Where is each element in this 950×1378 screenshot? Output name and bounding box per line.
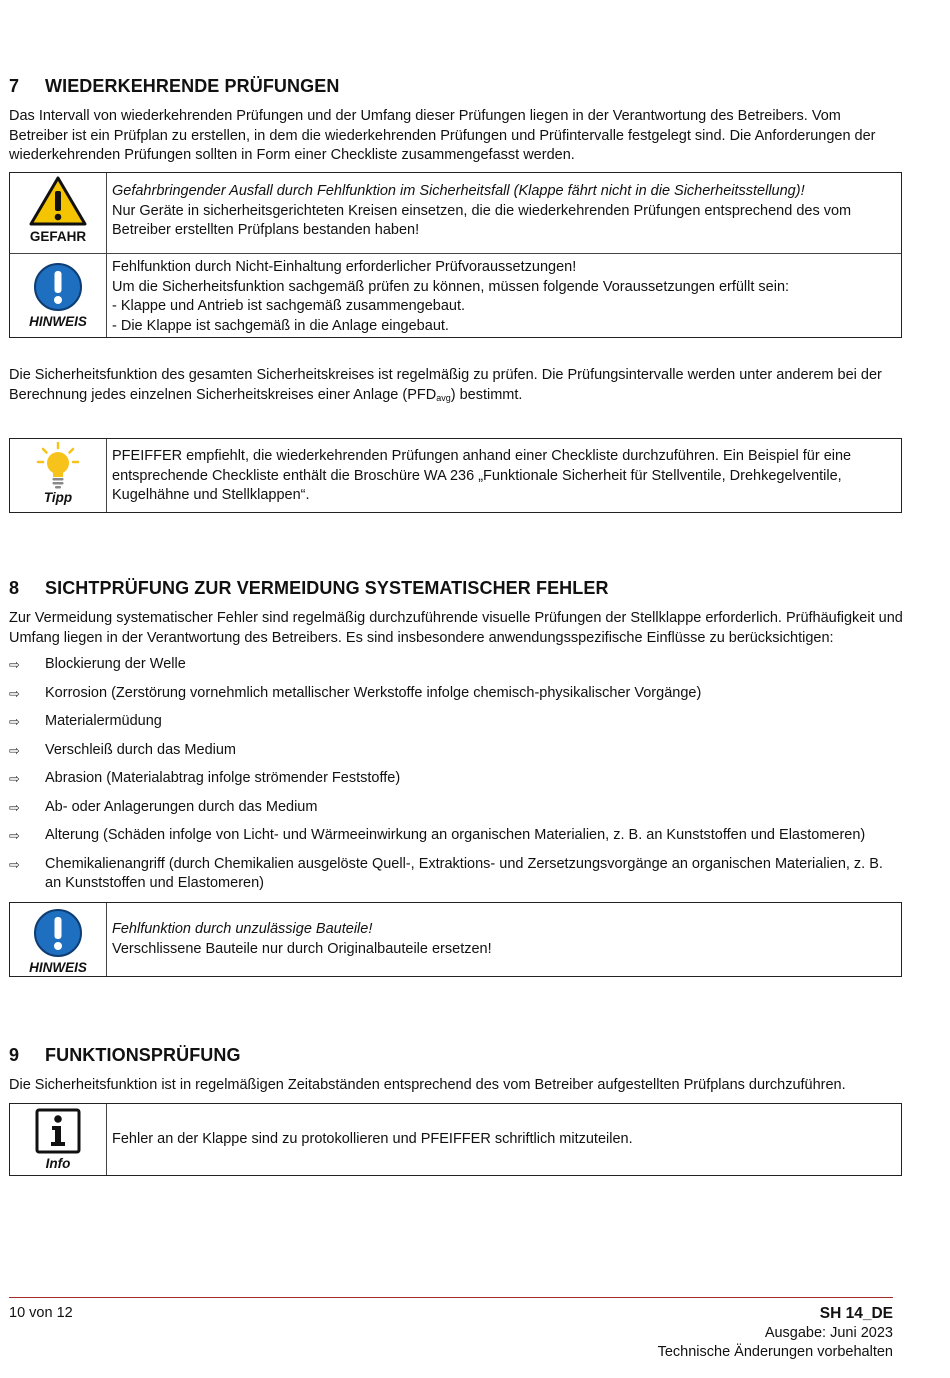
list-item-text: Materialermüdung [45, 713, 162, 729]
tipp-text-cell [107, 439, 901, 512]
section-7-paragraph-2 [9, 366, 903, 405]
list-item-text: Ab- oder Anlagerungen durch das Medium [45, 798, 318, 815]
list-item [9, 655, 903, 684]
section-7-heading [9, 75, 903, 97]
influences-list [9, 655, 903, 894]
safety-notice-box [9, 172, 902, 338]
list-item [9, 712, 903, 741]
section-9-intro: Die Sicherheitsfunktion ist in regelmäßigen Zeitabständen entsprechend des vom Betreiber aufgestellten Prüfplans durchzuführen. [9, 1077, 846, 1093]
technical-note: Technische Änderungen vorbehalten [657, 1344, 893, 1360]
hinweis-line-3: - Klappe und Antrieb ist sachgemäß zusammengebaut. [112, 298, 466, 314]
page-number: 10 von 12 [9, 1305, 73, 1321]
pfd-paragraph [9, 366, 903, 405]
section-number: 9 [9, 1045, 20, 1065]
section-8-intro: Zur Vermeidung systematischer Fehler sind regelmäßig durchzuführende visuelle Prüfungen der Stellklappe erforderlich. Prüfhäufigkeit und Umfang liegen in der Verantwortung des Betreibers. Es sind insbesondere anwendungsspezifische Einflüsse zu berücksichtigen: [9, 610, 903, 646]
gefahr-text: Nur Geräte in sicherheitsgerichteten Kreisen einsetzen, die die wiederkehrenden Prüfungen entsprechend des vom Betreiber erstellten Prüfplans bestanden haben! [112, 202, 852, 238]
section-7 [9, 75, 903, 97]
tipp-label: Tipp [43, 490, 73, 505]
arrow-right-icon: ⇨ [9, 742, 20, 758]
list-item-text: Korrosion (Zerstörung vornehmlich metallischer Werkstoffe infolge chemisch-physikalischer Vorgänge) [45, 684, 702, 701]
lightbulb-icon [36, 442, 80, 490]
hinweis-label-2: HINWEIS [29, 960, 87, 975]
arrow-right-icon: ⇨ [9, 799, 20, 815]
hinweis-text-2: Verschlissene Bauteile nur durch Originalbauteile ersetzen! [112, 940, 492, 957]
section-8-intro-block [9, 609, 903, 648]
section-title: FUNKTIONSPRÜFUNG [45, 1045, 241, 1065]
hinweis-line-4: - Die Klappe ist sachgemäß in die Anlage eingebaut. [112, 317, 449, 334]
influences-list-block [9, 655, 903, 894]
section-7-intro-block [9, 107, 903, 166]
list-item-text: Abrasion (Materialabtrag infolge strömender Feststoffe) [45, 770, 401, 786]
section-9 [9, 1044, 903, 1066]
section-8 [9, 577, 903, 599]
exclamation-circle-icon [33, 262, 83, 312]
list-item [9, 684, 903, 713]
arrow-right-icon: ⇨ [9, 714, 20, 729]
section-9-heading [9, 1044, 903, 1066]
section-7-intro: Das Intervall von wiederkehrenden Prüfungen und der Umfang dieser Prüfungen liegen in der Verantwortung des Betreibers. Vom Betreiber ist ein Prüfplan zu erstellen, in dem die wiederkehrenden Prüfungen und Prüfintervalle festgelegt sind. Die Anforderungen der wiederkehrenden Prüfungen sollten in Form einer Checkliste zusammengefasst werden. [9, 108, 876, 163]
pfd-paragraph-end: ) bestimmt. [450, 386, 523, 403]
list-item [9, 855, 903, 894]
hinweis-line-2: Um die Sicherheitsfunktion sachgemäß prüfen zu können, müssen folgende Voraussetzungen erfüllt sein: [112, 278, 790, 295]
list-item-text: Verschleiß durch das Medium [45, 741, 236, 758]
list-item [9, 741, 903, 770]
info-text: Fehler an der Klappe sind zu protokollieren und PFEIFFER schriftlich mitzuteilen. [112, 1131, 633, 1147]
list-item [9, 826, 903, 855]
list-item-text: Alterung (Schäden infolge von Licht- und Wärmeeinwirkung an organischen Materialien, z. B. an Kunststoffen und Elastomeren) [45, 827, 866, 843]
section-title: SICHTPRÜFUNG ZUR VERMEIDUNG SYSTEMATISCHER FEHLER [45, 578, 609, 598]
section-number: 7 [9, 76, 20, 96]
section-number: 8 [9, 578, 20, 598]
tipp-row [10, 439, 901, 512]
tipp-box [9, 438, 902, 513]
hinweis-label: HINWEIS [29, 314, 87, 329]
gefahr-headline: Gefahrbringender Ausfall durch Fehlfunktion im Sicherheitsfall (Klappe fährt nicht in die Sicherheitsstellung)! [112, 183, 805, 199]
hinweis-headline-2: Fehlfunktion durch unzulässige Bauteile! [112, 921, 373, 937]
hinweis-text-cell-2 [107, 903, 498, 976]
hinweis-text-cell [107, 254, 795, 337]
info-label: Info [45, 1156, 71, 1171]
info-icon [35, 1108, 81, 1154]
footer-info [658, 1304, 893, 1363]
arrow-right-icon: ⇨ [9, 657, 20, 672]
warning-triangle-icon [28, 175, 88, 227]
gefahr-text-cell [107, 173, 901, 253]
exclamation-circle-icon [33, 908, 83, 958]
hinweis-line-1: Fehlfunktion durch Nicht-Einhaltung erforderlicher Prüfvoraussetzungen! [112, 259, 577, 275]
document-id: SH 14_DE [819, 1305, 893, 1322]
hinweis-icon-cell-2 [10, 903, 107, 976]
info-icon-cell [10, 1104, 107, 1175]
arrow-right-icon: ⇨ [9, 685, 20, 701]
list-item-text: Blockierung der Welle [45, 656, 186, 672]
gefahr-row [10, 173, 901, 253]
list-item [9, 769, 903, 798]
info-text-cell [107, 1104, 639, 1175]
hinweis-icon-cell [10, 254, 107, 337]
hinweis-box-2 [9, 902, 902, 977]
arrow-right-icon: ⇨ [9, 856, 20, 872]
tipp-text: PFEIFFER empfiehlt, die wiederkehrenden Prüfungen anhand einer Checkliste durchzuführen. Ein Beispiel für eine entsprechende Checkliste enthält die Broschüre WA 236 „Funktionale Sicherheit für Stellventile, Drehkegelventile, Kugelhähne und Stellklappen“. [112, 448, 852, 503]
tipp-icon-cell [10, 439, 107, 512]
section-9-intro-block [9, 1076, 903, 1096]
hinweis-row-2 [10, 903, 901, 976]
list-item-text: Chemikalienangriff (durch Chemikalien ausgelöste Quell-, Extraktions- und Zersetzungsvorgänge an organischen Materialien, z. B. an Kunststoffen und Elastomeren) [45, 855, 883, 891]
section-8-heading [9, 577, 903, 599]
info-row [10, 1104, 901, 1175]
arrow-right-icon: ⇨ [9, 771, 20, 786]
arrow-right-icon: ⇨ [9, 828, 20, 843]
pfd-subscript: avg [436, 392, 451, 403]
list-item [9, 798, 903, 827]
info-box [9, 1103, 902, 1176]
hinweis-row [10, 253, 901, 337]
footer-divider [9, 1297, 893, 1298]
gefahr-label: GEFAHR [29, 229, 87, 244]
gefahr-icon-cell [10, 173, 107, 253]
pfd-paragraph-start: Die Sicherheitsfunktion des gesamten Sicherheitskreises ist regelmäßig zu prüfen. Die Prüfungsintervalle werden unter anderem bei der Berechnung jedes einzelnen Sicherheitskreises einer Anlage (PFD [9, 367, 882, 403]
edition: Ausgabe: Juni 2023 [764, 1324, 893, 1341]
section-title: WIEDERKEHRENDE PRÜFUNGEN [45, 76, 340, 96]
